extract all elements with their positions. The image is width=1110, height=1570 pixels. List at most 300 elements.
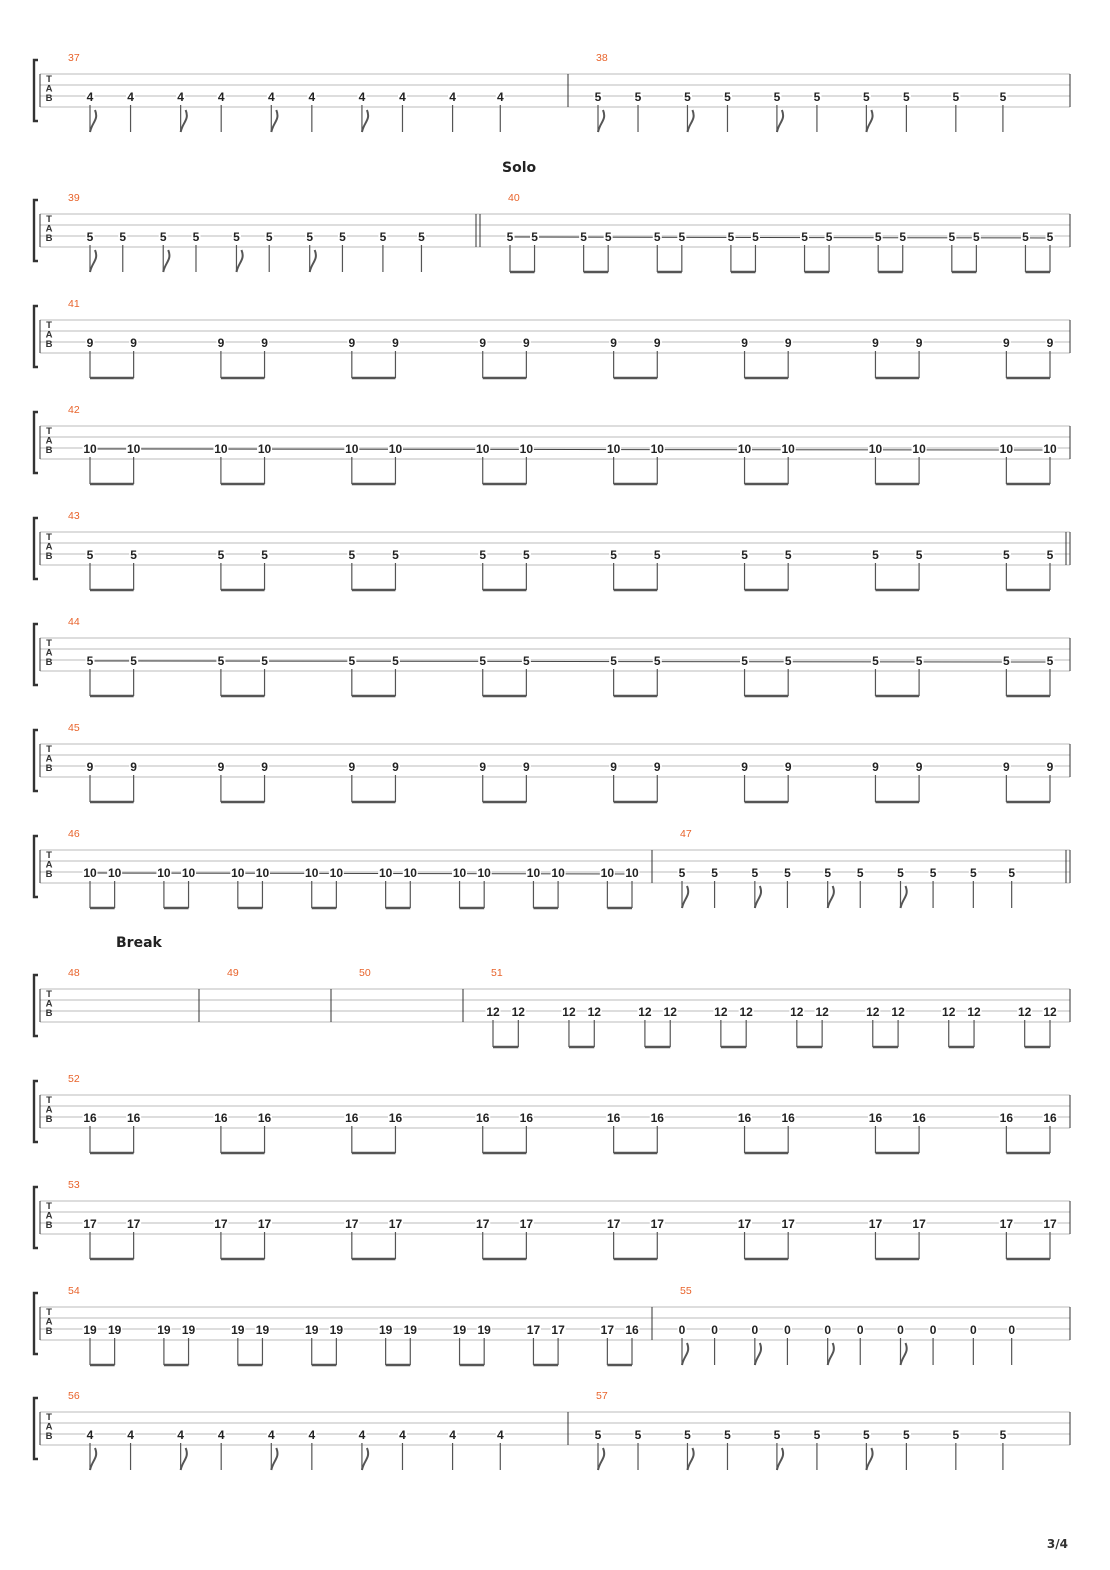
fret-number: 17	[999, 1217, 1014, 1231]
section-label-break: Break	[116, 935, 162, 951]
tab-clef-letter: A	[45, 1316, 53, 1328]
fret-number: 5	[580, 230, 587, 244]
tab-clef-letter: A	[45, 1421, 53, 1433]
fret-number: 0	[711, 1323, 718, 1337]
fret-number: 5	[348, 654, 356, 668]
note-flag	[163, 250, 169, 272]
fret-number: 10	[477, 866, 491, 880]
fret-number: 5	[418, 230, 425, 244]
fret-number: 5	[824, 866, 832, 880]
fret-number: 5	[727, 230, 735, 244]
tab-clef-letter: T	[46, 638, 52, 649]
fret-number: 5	[752, 230, 759, 244]
system-bracket	[34, 518, 38, 579]
note-flag	[362, 1448, 368, 1470]
fret-number: 17	[650, 1217, 664, 1231]
fret-number: 9	[1046, 760, 1054, 774]
fret-number: 5	[899, 230, 907, 244]
fret-number: 4	[449, 90, 456, 104]
fret-number: 17	[600, 1323, 615, 1337]
tab-clef-letter: B	[45, 1326, 53, 1337]
fret-number: 17	[83, 1217, 97, 1231]
fret-number: 10	[305, 866, 319, 880]
fret-number: 17	[606, 1217, 621, 1231]
fret-number: 9	[872, 760, 879, 774]
fret-number: 10	[329, 866, 344, 880]
fret-number: 0	[678, 1323, 686, 1337]
fret-number: 9	[653, 336, 661, 350]
fret-number: 5	[897, 866, 904, 880]
fret-number: 10	[255, 866, 270, 880]
bar-number: 51	[491, 967, 503, 979]
fret-number: 5	[773, 90, 781, 104]
fret-number: 4	[86, 1428, 94, 1442]
fret-number: 17	[551, 1323, 565, 1337]
fret-number: 9	[523, 760, 530, 774]
fret-number: 16	[999, 1111, 1014, 1125]
tab-clef-letter: A	[45, 541, 53, 553]
fret-number: 5	[523, 548, 530, 562]
fret-number: 0	[969, 1323, 977, 1337]
fret-number: 5	[130, 548, 137, 562]
fret-number: 5	[610, 548, 617, 562]
tab-clef-letter: A	[45, 647, 53, 659]
fret-number: 5	[973, 230, 980, 244]
fret-number: 12	[967, 1005, 981, 1019]
note-flag	[755, 1343, 761, 1365]
bar-number: 38	[596, 52, 608, 64]
tab-clef-letter: A	[45, 1210, 53, 1222]
fret-number: 9	[217, 336, 225, 350]
fret-number: 12	[790, 1005, 804, 1019]
fret-number: 5	[741, 548, 748, 562]
fret-number: 5	[119, 230, 127, 244]
fret-number: 5	[1003, 548, 1010, 562]
system-bracket	[34, 730, 38, 791]
fret-number: 5	[711, 866, 718, 880]
note-flag	[181, 110, 187, 132]
fret-number: 9	[86, 760, 94, 774]
fret-number: 10	[107, 866, 122, 880]
fret-number: 10	[378, 866, 393, 880]
fret-number: 4	[217, 1428, 225, 1442]
fret-number: 16	[737, 1111, 752, 1125]
tab-clef-letter: B	[45, 551, 53, 562]
bar-number: 48	[68, 967, 80, 979]
fret-number: 5	[724, 90, 731, 104]
fret-number: 17	[781, 1217, 795, 1231]
system-bracket	[34, 200, 38, 261]
fret-number: 10	[476, 442, 490, 456]
fret-number: 19	[83, 1323, 97, 1337]
fret-number: 12	[815, 1005, 829, 1019]
fret-number: 12	[891, 1005, 905, 1019]
note-flag	[181, 1448, 187, 1470]
slide-line	[86, 661, 1054, 662]
tab-clef-letter: T	[46, 426, 52, 437]
fret-number: 5	[678, 866, 686, 880]
fret-number: 9	[392, 336, 399, 350]
fret-number: 5	[379, 230, 387, 244]
fret-number: 10	[403, 866, 417, 880]
fret-number: 12	[511, 1005, 525, 1019]
note-flag	[828, 1343, 834, 1365]
fret-number: 12	[562, 1005, 576, 1019]
tab-clef-letter: T	[46, 1412, 52, 1423]
fret-number: 4	[177, 90, 184, 104]
bar-number: 39	[68, 192, 80, 204]
fret-number: 5	[773, 1428, 781, 1442]
fret-number: 5	[863, 90, 870, 104]
fret-number: 9	[86, 336, 94, 350]
fret-number: 10	[781, 442, 795, 456]
fret-number: 5	[261, 548, 268, 562]
fret-number: 10	[868, 442, 883, 456]
slide-line	[506, 237, 1054, 238]
bar-number: 40	[508, 192, 520, 204]
fret-number: 19	[403, 1323, 417, 1337]
fret-number: 5	[751, 866, 759, 880]
fret-number: 5	[1003, 654, 1010, 668]
fret-number: 10	[519, 442, 534, 456]
fret-number: 16	[606, 1111, 621, 1125]
fret-number: 17	[1043, 1217, 1057, 1231]
fret-number: 10	[231, 866, 245, 880]
fret-number: 4	[86, 90, 94, 104]
fret-number: 5	[825, 230, 833, 244]
fret-number: 5	[265, 230, 273, 244]
fret-number: 16	[781, 1111, 795, 1125]
fret-number: 17	[388, 1217, 403, 1231]
fret-number: 5	[915, 548, 923, 562]
fret-number: 5	[872, 548, 879, 562]
fret-number: 5	[653, 654, 661, 668]
fret-number: 19	[157, 1323, 171, 1337]
fret-number: 5	[217, 548, 225, 562]
fret-number: 5	[813, 1428, 821, 1442]
section-label-solo: Solo	[502, 160, 537, 176]
fret-number: 9	[872, 336, 879, 350]
fret-number: 17	[214, 1217, 228, 1231]
fret-number: 10	[83, 866, 97, 880]
fret-number: 9	[610, 760, 617, 774]
page-number: 3/4	[1046, 1537, 1068, 1551]
fret-number: 5	[392, 548, 399, 562]
system-bracket	[34, 412, 38, 473]
tab-clef-letter: T	[46, 1307, 52, 1318]
fret-number: 5	[724, 1428, 731, 1442]
fret-number: 9	[348, 336, 356, 350]
fret-number: 5	[684, 90, 691, 104]
fret-number: 17	[519, 1217, 534, 1231]
fret-number: 10	[737, 442, 752, 456]
fret-number: 5	[999, 1428, 1007, 1442]
fret-number: 5	[86, 548, 94, 562]
fret-number: 10	[650, 442, 664, 456]
fret-number: 9	[261, 336, 268, 350]
fret-number: 9	[915, 760, 923, 774]
fret-number: 9	[479, 760, 487, 774]
bar-number: 43	[68, 510, 80, 522]
fret-number: 16	[650, 1111, 664, 1125]
bar-number: 37	[68, 52, 80, 64]
note-flag	[90, 250, 96, 272]
fret-number: 10	[157, 866, 171, 880]
note-flag	[682, 886, 688, 908]
fret-number: 5	[1046, 654, 1054, 668]
note-flag	[271, 110, 277, 132]
fret-number: 9	[1003, 336, 1010, 350]
fret-number: 5	[678, 230, 686, 244]
fret-number: 9	[741, 760, 748, 774]
fret-number: 9	[523, 336, 530, 350]
tab-clef-letter: T	[46, 744, 52, 755]
fret-number: 5	[903, 90, 910, 104]
fret-number: 4	[496, 90, 504, 104]
tab-clef-letter: A	[45, 753, 53, 765]
fret-number: 5	[339, 230, 346, 244]
tab-clef-letter: B	[45, 1431, 53, 1442]
tab-clef-letter: B	[45, 1114, 53, 1125]
fret-number: 5	[306, 230, 314, 244]
fret-number: 5	[594, 90, 602, 104]
bar-number: 45	[68, 722, 80, 734]
fret-number: 17	[737, 1217, 752, 1231]
fret-number: 10	[388, 442, 403, 456]
fret-number: 5	[610, 654, 617, 668]
tab-clef-letter: T	[46, 320, 52, 331]
fret-number: 12	[638, 1005, 652, 1019]
fret-number: 5	[813, 90, 821, 104]
bar-number: 54	[68, 1285, 80, 1297]
bar-number: 49	[227, 967, 239, 979]
fret-number: 10	[257, 442, 272, 456]
fret-number: 12	[714, 1005, 728, 1019]
fret-number: 17	[526, 1323, 541, 1337]
tab-clef-letter: T	[46, 214, 52, 225]
fret-number: 5	[784, 654, 792, 668]
fret-number: 12	[486, 1005, 500, 1019]
tab-clef-letter: T	[46, 74, 52, 85]
system-bracket	[34, 60, 38, 121]
fret-number: 12	[866, 1005, 880, 1019]
tab-clef-letter: B	[45, 445, 53, 456]
system-bracket	[34, 1398, 38, 1459]
note-flag	[90, 1448, 96, 1470]
bar-number: 47	[680, 828, 692, 840]
fret-number: 5	[784, 548, 792, 562]
note-flag	[866, 110, 872, 132]
tab-clef-letter: T	[46, 1201, 52, 1212]
fret-number: 12	[739, 1005, 753, 1019]
fret-number: 19	[305, 1323, 319, 1337]
fret-number: 9	[741, 336, 748, 350]
fret-number: 19	[329, 1323, 344, 1337]
fret-number: 12	[663, 1005, 677, 1019]
fret-number: 5	[1008, 866, 1016, 880]
fret-number: 10	[345, 442, 359, 456]
fret-number: 5	[348, 548, 356, 562]
fret-number: 16	[126, 1111, 141, 1125]
fret-number: 19	[477, 1323, 491, 1337]
note-flag	[310, 250, 316, 272]
fret-number: 0	[784, 1323, 791, 1337]
fret-number: 5	[479, 548, 487, 562]
fret-number: 5	[594, 1428, 602, 1442]
system-bracket	[34, 975, 38, 1036]
fret-number: 5	[1046, 230, 1054, 244]
note-flag	[236, 250, 242, 272]
system-bracket	[34, 1187, 38, 1248]
fret-number: 5	[261, 654, 268, 668]
note-flag	[901, 886, 907, 908]
note-flag	[598, 1448, 604, 1470]
fret-number: 0	[897, 1323, 904, 1337]
fret-number: 9	[784, 760, 792, 774]
note-flag	[687, 1448, 693, 1470]
fret-number: 5	[86, 230, 94, 244]
tab-clef-letter: A	[45, 329, 53, 341]
fret-number: 5	[952, 1428, 960, 1442]
fret-number: 17	[476, 1217, 490, 1231]
fret-number: 4	[127, 90, 134, 104]
fret-number: 5	[952, 90, 960, 104]
bar-number: 57	[596, 1390, 608, 1402]
bar-number: 50	[359, 967, 371, 979]
fret-number: 9	[610, 336, 617, 350]
note-flag	[755, 886, 761, 908]
tab-clef-letter: B	[45, 93, 53, 104]
system-bracket	[34, 306, 38, 367]
tab-clef-letter: T	[46, 1095, 52, 1106]
fret-number: 9	[784, 336, 792, 350]
fret-number: 5	[874, 230, 882, 244]
system-bracket	[34, 1293, 38, 1354]
fret-number: 16	[868, 1111, 883, 1125]
fret-number: 5	[192, 230, 200, 244]
bar-number: 46	[68, 828, 80, 840]
fret-number: 17	[868, 1217, 883, 1231]
fret-number: 10	[999, 442, 1014, 456]
fret-number: 16	[912, 1111, 926, 1125]
fret-number: 10	[600, 866, 615, 880]
fret-number: 16	[388, 1111, 403, 1125]
bar-number: 55	[680, 1285, 692, 1297]
fret-number: 5	[217, 654, 225, 668]
slide-line	[86, 449, 1054, 450]
note-flag	[598, 110, 604, 132]
tab-clef-letter: T	[46, 532, 52, 543]
fret-number: 9	[653, 760, 661, 774]
fret-number: 9	[392, 760, 399, 774]
fret-number: 4	[308, 90, 316, 104]
fret-number: 5	[604, 230, 612, 244]
fret-number: 5	[392, 654, 399, 668]
fret-number: 19	[181, 1323, 196, 1337]
note-flag	[828, 886, 834, 908]
fret-number: 5	[969, 866, 977, 880]
fret-number: 5	[1046, 548, 1054, 562]
fret-number: 5	[506, 230, 514, 244]
note-flag	[682, 1343, 688, 1365]
fret-number: 5	[653, 230, 661, 244]
fret-number: 10	[551, 866, 565, 880]
fret-number: 17	[257, 1217, 272, 1231]
fret-number: 16	[214, 1111, 228, 1125]
fret-number: 4	[267, 1428, 275, 1442]
fret-number: 12	[1018, 1005, 1032, 1019]
fret-number: 9	[130, 760, 137, 774]
fret-number: 4	[177, 1428, 184, 1442]
fret-number: 10	[181, 866, 196, 880]
fret-number: 4	[267, 90, 275, 104]
fret-number: 5	[929, 866, 937, 880]
tab-clef-letter: T	[46, 850, 52, 861]
fret-number: 9	[479, 336, 487, 350]
fret-number: 16	[1043, 1111, 1057, 1125]
bar-number: 42	[68, 404, 80, 416]
system-bracket	[34, 1081, 38, 1142]
note-flag	[901, 1343, 907, 1365]
tab-clef-letter: A	[45, 998, 53, 1010]
fret-number: 4	[358, 90, 366, 104]
system-bracket	[34, 624, 38, 685]
fret-number: 5	[479, 654, 487, 668]
fret-number: 12	[587, 1005, 601, 1019]
note-flag	[687, 110, 693, 132]
fret-number: 10	[1043, 442, 1057, 456]
tab-clef-letter: A	[45, 1104, 53, 1116]
bar-number: 44	[68, 616, 80, 628]
fret-number: 9	[348, 760, 356, 774]
fret-number: 10	[606, 442, 621, 456]
fret-number: 10	[214, 442, 228, 456]
fret-number: 5	[999, 90, 1007, 104]
fret-number: 0	[751, 1323, 759, 1337]
system-bracket	[34, 836, 38, 897]
fret-number: 4	[449, 1428, 456, 1442]
fret-number: 10	[83, 442, 97, 456]
fret-number: 4	[399, 90, 406, 104]
fret-number: 5	[856, 866, 864, 880]
fret-number: 0	[856, 1323, 864, 1337]
fret-number: 16	[83, 1111, 97, 1125]
fret-number: 9	[1046, 336, 1054, 350]
tab-clef-letter: A	[45, 435, 53, 447]
fret-number: 5	[233, 230, 240, 244]
fret-number: 19	[107, 1323, 122, 1337]
fret-number: 4	[358, 1428, 366, 1442]
tab-clef-letter: B	[45, 1008, 53, 1019]
fret-number: 5	[1022, 230, 1029, 244]
fret-number: 17	[345, 1217, 359, 1231]
fret-number: 12	[1043, 1005, 1057, 1019]
note-flag	[90, 110, 96, 132]
fret-number: 5	[784, 866, 791, 880]
fret-number: 5	[915, 654, 923, 668]
fret-number: 5	[741, 654, 748, 668]
bar-number: 53	[68, 1179, 80, 1191]
tab-clef-letter: A	[45, 859, 53, 871]
fret-number: 17	[912, 1217, 926, 1231]
fret-number: 4	[399, 1428, 406, 1442]
fret-number: 9	[915, 336, 923, 350]
tab-clef-letter: B	[45, 869, 53, 880]
fret-number: 17	[126, 1217, 141, 1231]
bar-number: 41	[68, 298, 80, 310]
fret-number: 9	[261, 760, 268, 774]
tab-clef-letter: B	[45, 1220, 53, 1231]
